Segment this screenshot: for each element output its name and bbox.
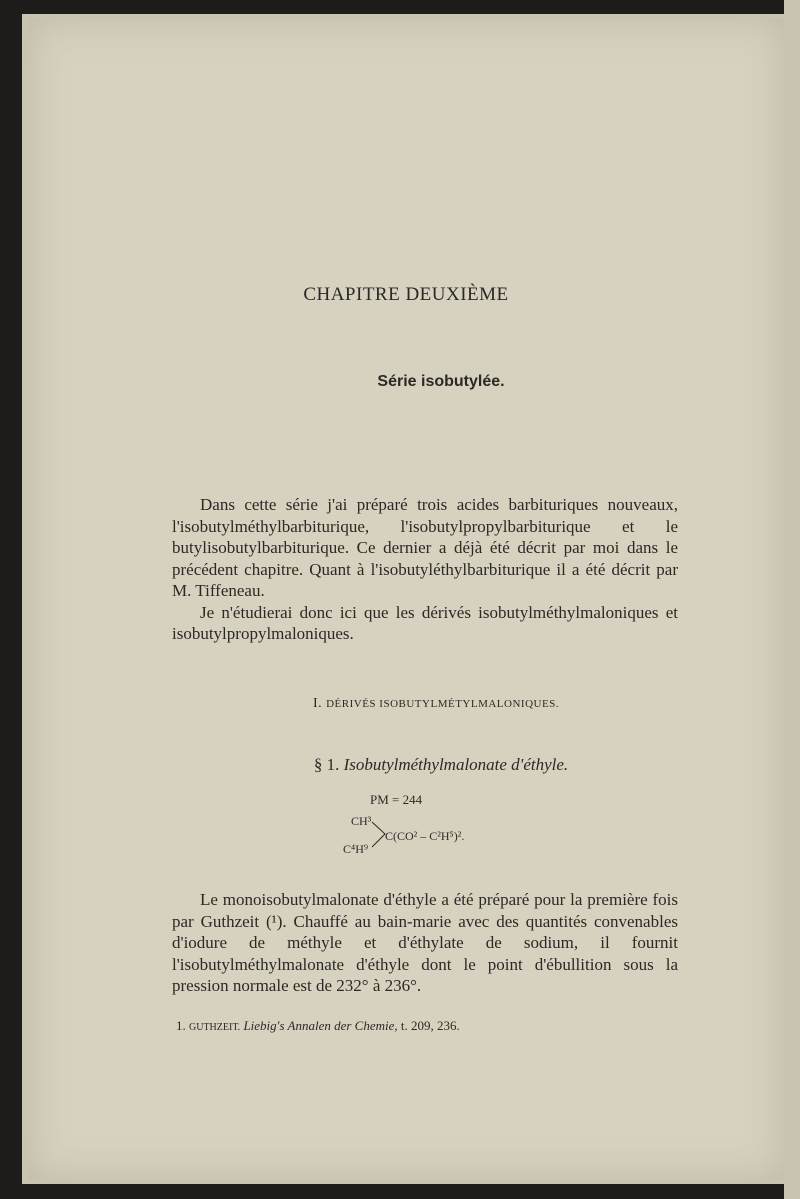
body-text xyxy=(172,889,678,997)
part-heading xyxy=(28,696,784,712)
footnote-number: 1. xyxy=(176,1018,186,1033)
formula-upper-group: CH³ xyxy=(351,814,372,828)
formula-lower-group: C⁴H⁹ xyxy=(343,842,369,856)
book-page xyxy=(28,18,784,1180)
adjacent-page-strip xyxy=(784,0,800,1199)
intro-paragraph-2: Je n'étudierai donc ici que les dérivés isobutylméthylmaloniques et isobutylpropylmaloniques. xyxy=(172,602,678,643)
molecular-weight: PM = 244 xyxy=(370,792,423,807)
formula-main: C(CO² – C²H⁵)². xyxy=(385,829,465,843)
subsection-number: § 1. xyxy=(313,755,340,774)
footnote-author: GUTHZEIT. xyxy=(189,1022,241,1033)
chemical-formula xyxy=(333,814,533,864)
intro-paragraph-1: Dans cette série j'ai préparé trois acides barbituriques nouveaux, l'isobutylméthylbarbiturique, l'isobutylpropylbarbiturique et le butylisobutylbarbiturique. Ce dernier a déjà été décrit par moi dans le précédent chapitre. Quant à l'isobutyléthylbarbiturique il a été décrit par M. Tiffeneau. xyxy=(172,495,678,600)
footnote-ref: t. 209, 236. xyxy=(400,1018,460,1033)
section-title: Série isobutylée. xyxy=(377,373,505,390)
subsection-title: Isobutylméthylmalonate d'éthyle. xyxy=(343,755,569,774)
part-heading-number: I. xyxy=(312,696,323,711)
part-heading-text: DÉRIVÉS ISOBUTYLMÉTYLMALONIQUES. xyxy=(326,698,560,710)
chapter-title: CHAPITRE DEUXIÈME xyxy=(303,284,509,305)
intro-text xyxy=(172,494,678,645)
subsection-heading xyxy=(28,755,784,775)
body-paragraph: Le monoisobutylmalonate d'éthyle a été préparé pour la première fois par Guthzeit (¹). Chauffé au bain-marie avec des quantités convenables d'iodure de méthyle et d'éthylate de sodium, il fournit l'isobutylméthylmalonate d'éthyle dont le point d'ébullition sous la pression normale est de 232° à 236°. xyxy=(172,890,678,995)
footnote-source: Liebig's Annalen der Chemie, xyxy=(243,1018,398,1033)
footnote xyxy=(176,1018,460,1034)
